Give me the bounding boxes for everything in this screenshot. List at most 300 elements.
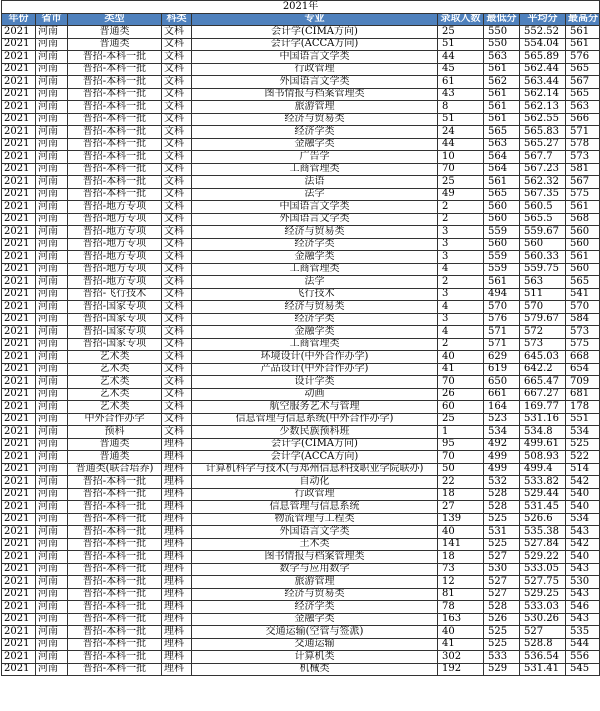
cell-min-score: 619 <box>484 363 520 376</box>
cell-year: 2021 <box>2 376 36 389</box>
cell-admitted: 26 <box>438 388 484 401</box>
cell-province: 河南 <box>36 488 68 501</box>
cell-subject: 文科 <box>162 213 192 226</box>
cell-type: 普招-本科一批 <box>68 638 162 651</box>
cell-province: 河南 <box>36 663 68 676</box>
cell-subject: 理科 <box>162 476 192 489</box>
cell-admitted: 4 <box>438 326 484 339</box>
cell-province: 河南 <box>36 576 68 589</box>
cell-type: 中外合作办学 <box>68 413 162 426</box>
cell-major: 土木类 <box>192 538 438 551</box>
cell-subject: 文科 <box>162 363 192 376</box>
table-row <box>2 151 600 164</box>
cell-min-score: 564 <box>484 163 520 176</box>
cell-type: 普招-本科一批 <box>68 663 162 676</box>
cell-admitted: 45 <box>438 63 484 76</box>
cell-admitted: 2 <box>438 213 484 226</box>
cell-type: 预科 <box>68 426 162 439</box>
cell-min-score: 550 <box>484 38 520 51</box>
cell-admitted: 10 <box>438 151 484 164</box>
cell-max-score: 654 <box>566 363 600 376</box>
cell-major: 少数民族预科班 <box>192 426 438 439</box>
cell-year: 2021 <box>2 501 36 514</box>
cell-min-score: 532 <box>484 476 520 489</box>
cell-year: 2021 <box>2 226 36 239</box>
admission-score-table <box>1 0 600 676</box>
cell-avg-score: 645.03 <box>520 351 566 364</box>
cell-max-score: 565 <box>566 276 600 289</box>
cell-type: 普招-本科一批 <box>68 188 162 201</box>
cell-subject: 文科 <box>162 38 192 51</box>
cell-year: 2021 <box>2 488 36 501</box>
cell-min-score: 561 <box>484 113 520 126</box>
table-row <box>2 163 600 176</box>
cell-province: 河南 <box>36 51 68 64</box>
cell-subject: 文科 <box>162 101 192 114</box>
cell-admitted: 3 <box>438 226 484 239</box>
cell-admitted: 44 <box>438 138 484 151</box>
cell-admitted: 3 <box>438 238 484 251</box>
cell-major: 经济学类 <box>192 313 438 326</box>
cell-subject: 文科 <box>162 288 192 301</box>
cell-province: 河南 <box>36 288 68 301</box>
cell-avg-score: 570 <box>520 301 566 314</box>
cell-subject: 理科 <box>162 551 192 564</box>
table-row <box>2 126 600 139</box>
table-body <box>2 26 600 676</box>
cell-province: 河南 <box>36 263 68 276</box>
cell-year: 2021 <box>2 538 36 551</box>
cell-province: 河南 <box>36 326 68 339</box>
cell-type: 普招-本科一批 <box>68 551 162 564</box>
cell-min-score: 561 <box>484 88 520 101</box>
cell-type: 普招-本科一批 <box>68 626 162 639</box>
cell-min-score: 533 <box>484 651 520 664</box>
cell-subject: 文科 <box>162 76 192 89</box>
cell-min-score: 560 <box>484 213 520 226</box>
cell-avg-score: 529.25 <box>520 588 566 601</box>
cell-major: 金融学类 <box>192 326 438 339</box>
cell-max-score: 565 <box>566 88 600 101</box>
cell-admitted: 51 <box>438 113 484 126</box>
cell-min-score: 629 <box>484 351 520 364</box>
cell-subject: 文科 <box>162 351 192 364</box>
table-row <box>2 376 600 389</box>
cell-subject: 理科 <box>162 513 192 526</box>
cell-year: 2021 <box>2 401 36 414</box>
table-row <box>2 113 600 126</box>
cell-type: 普招-本科一批 <box>68 101 162 114</box>
cell-province: 河南 <box>36 276 68 289</box>
table-row <box>2 338 600 351</box>
cell-province: 河南 <box>36 338 68 351</box>
cell-max-score: 567 <box>566 76 600 89</box>
cell-major: 工商管理类 <box>192 163 438 176</box>
table-row <box>2 426 600 439</box>
cell-max-score: 543 <box>566 588 600 601</box>
cell-type: 普招-本科一批 <box>68 501 162 514</box>
table-row <box>2 463 600 476</box>
cell-major: 动画 <box>192 388 438 401</box>
cell-avg-score: 531.45 <box>520 501 566 514</box>
cell-avg-score: 559.75 <box>520 263 566 276</box>
cell-min-score: 499 <box>484 463 520 476</box>
cell-province: 河南 <box>36 626 68 639</box>
cell-year: 2021 <box>2 51 36 64</box>
cell-year: 2021 <box>2 551 36 564</box>
cell-admitted: 60 <box>438 401 484 414</box>
cell-min-score: 560 <box>484 201 520 214</box>
cell-province: 河南 <box>36 213 68 226</box>
cell-major: 经济与贸易类 <box>192 588 438 601</box>
cell-major: 金融学类 <box>192 613 438 626</box>
cell-avg-score: 511 <box>520 288 566 301</box>
cell-min-score: 559 <box>484 263 520 276</box>
table-row <box>2 313 600 326</box>
cell-min-score: 531 <box>484 526 520 539</box>
cell-avg-score: 508.93 <box>520 451 566 464</box>
cell-admitted: 25 <box>438 413 484 426</box>
cell-subject: 理科 <box>162 613 192 626</box>
cell-province: 河南 <box>36 638 68 651</box>
cell-max-score: 573 <box>566 151 600 164</box>
cell-province: 河南 <box>36 138 68 151</box>
cell-year: 2021 <box>2 563 36 576</box>
cell-min-score: 571 <box>484 338 520 351</box>
cell-max-score: 551 <box>566 413 600 426</box>
cell-admitted: 70 <box>438 163 484 176</box>
cell-max-score: 534 <box>566 513 600 526</box>
cell-province: 河南 <box>36 538 68 551</box>
cell-admitted: 3 <box>438 251 484 264</box>
cell-avg-score: 562.14 <box>520 88 566 101</box>
cell-min-score: 492 <box>484 438 520 451</box>
cell-min-score: 525 <box>484 538 520 551</box>
cell-max-score: 561 <box>566 201 600 214</box>
cell-min-score: 528 <box>484 488 520 501</box>
table-row <box>2 638 600 651</box>
cell-max-score: 575 <box>566 338 600 351</box>
cell-type: 普通类 <box>68 26 162 39</box>
cell-subject: 理科 <box>162 638 192 651</box>
cell-year: 2021 <box>2 651 36 664</box>
cell-min-score: 565 <box>484 126 520 139</box>
cell-major: 法学 <box>192 276 438 289</box>
cell-year: 2021 <box>2 588 36 601</box>
cell-min-score: 499 <box>484 451 520 464</box>
cell-province: 河南 <box>36 226 68 239</box>
table-title-row <box>2 1 600 14</box>
cell-type: 普招-本科一批 <box>68 613 162 626</box>
cell-year: 2021 <box>2 213 36 226</box>
cell-avg-score: 665.47 <box>520 376 566 389</box>
cell-type: 普招-本科一批 <box>68 651 162 664</box>
cell-type: 普招-国家专项 <box>68 301 162 314</box>
cell-max-score: 575 <box>566 188 600 201</box>
table-row <box>2 176 600 189</box>
cell-max-score: 525 <box>566 438 600 451</box>
cell-major: 环境设计(中外合作办学) <box>192 351 438 364</box>
cell-type: 普招-本科一批 <box>68 576 162 589</box>
table-row <box>2 188 600 201</box>
cell-year: 2021 <box>2 251 36 264</box>
cell-year: 2021 <box>2 26 36 39</box>
cell-subject: 理科 <box>162 463 192 476</box>
cell-avg-score: 529.22 <box>520 551 566 564</box>
cell-major: 计算机科学与技术(与郑州信息科技职业学院联办) <box>192 463 438 476</box>
cell-year: 2021 <box>2 176 36 189</box>
cell-avg-score: 527.84 <box>520 538 566 551</box>
cell-max-score: 530 <box>566 576 600 589</box>
cell-year: 2021 <box>2 388 36 401</box>
cell-avg-score: 565.83 <box>520 126 566 139</box>
cell-max-score: 573 <box>566 326 600 339</box>
cell-min-score: 523 <box>484 413 520 426</box>
cell-type: 普招-本科一批 <box>68 76 162 89</box>
cell-province: 河南 <box>36 513 68 526</box>
cell-admitted: 49 <box>438 188 484 201</box>
cell-min-score: 661 <box>484 388 520 401</box>
cell-admitted: 61 <box>438 76 484 89</box>
cell-min-score: 550 <box>484 26 520 39</box>
cell-major: 法语 <box>192 176 438 189</box>
cell-type: 普招-国家专项 <box>68 313 162 326</box>
table-header-row <box>2 13 600 26</box>
table-row <box>2 226 600 239</box>
cell-subject: 理科 <box>162 438 192 451</box>
cell-year: 2021 <box>2 138 36 151</box>
cell-min-score: 534 <box>484 426 520 439</box>
cell-year: 2021 <box>2 263 36 276</box>
cell-year: 2021 <box>2 276 36 289</box>
cell-province: 河南 <box>36 376 68 389</box>
cell-avg-score: 529.44 <box>520 488 566 501</box>
cell-max-score: 540 <box>566 551 600 564</box>
cell-major: 设计学类 <box>192 376 438 389</box>
cell-province: 河南 <box>36 388 68 401</box>
table-row <box>2 326 600 339</box>
cell-max-score: 514 <box>566 463 600 476</box>
cell-subject: 理科 <box>162 501 192 514</box>
cell-max-score: 578 <box>566 138 600 151</box>
cell-province: 河南 <box>36 351 68 364</box>
cell-max-score: 565 <box>566 63 600 76</box>
cell-admitted: 4 <box>438 263 484 276</box>
cell-min-score: 525 <box>484 638 520 651</box>
cell-subject: 文科 <box>162 376 192 389</box>
cell-year: 2021 <box>2 663 36 676</box>
cell-major: 法学 <box>192 188 438 201</box>
cell-admitted: 18 <box>438 551 484 564</box>
cell-admitted: 25 <box>438 176 484 189</box>
cell-major: 中国语言文学类 <box>192 51 438 64</box>
table-row <box>2 351 600 364</box>
cell-min-score: 561 <box>484 63 520 76</box>
cell-admitted: 43 <box>438 88 484 101</box>
cell-admitted: 73 <box>438 563 484 576</box>
cell-major: 广告学 <box>192 151 438 164</box>
table-row <box>2 576 600 589</box>
cell-type: 普招-本科一批 <box>68 588 162 601</box>
cell-year: 2021 <box>2 326 36 339</box>
cell-avg-score: 562.44 <box>520 63 566 76</box>
table-row <box>2 238 600 251</box>
cell-avg-score: 642.2 <box>520 363 566 376</box>
cell-major: 计算机类 <box>192 651 438 664</box>
cell-major: 交通运输 <box>192 638 438 651</box>
cell-avg-score: 567.23 <box>520 163 566 176</box>
cell-province: 河南 <box>36 401 68 414</box>
cell-avg-score: 565.89 <box>520 51 566 64</box>
cell-avg-score: 579.67 <box>520 313 566 326</box>
header-type: 类型 <box>68 13 162 26</box>
cell-admitted: 2 <box>438 338 484 351</box>
table-row <box>2 451 600 464</box>
cell-year: 2021 <box>2 238 36 251</box>
cell-major: 机械类 <box>192 663 438 676</box>
cell-type: 普招-地方专项 <box>68 238 162 251</box>
cell-province: 河南 <box>36 313 68 326</box>
cell-subject: 文科 <box>162 176 192 189</box>
cell-major: 数学与应用数学 <box>192 563 438 576</box>
cell-min-score: 527 <box>484 576 520 589</box>
cell-major: 经济学类 <box>192 601 438 614</box>
cell-province: 河南 <box>36 413 68 426</box>
cell-major: 工商管理类 <box>192 263 438 276</box>
cell-max-score: 561 <box>566 26 600 39</box>
cell-avg-score: 667.27 <box>520 388 566 401</box>
cell-major: 工商管理类 <box>192 338 438 351</box>
cell-major: 金融学类 <box>192 138 438 151</box>
table-row <box>2 476 600 489</box>
cell-year: 2021 <box>2 126 36 139</box>
cell-major: 经济与贸易类 <box>192 301 438 314</box>
cell-subject: 文科 <box>162 138 192 151</box>
cell-avg-score: 526.6 <box>520 513 566 526</box>
cell-subject: 文科 <box>162 151 192 164</box>
cell-subject: 理科 <box>162 601 192 614</box>
cell-max-score: 545 <box>566 663 600 676</box>
cell-min-score: 564 <box>484 151 520 164</box>
table-row <box>2 563 600 576</box>
header-max-score: 最高分 <box>566 13 600 26</box>
cell-major: 会计学(ACCA方向) <box>192 451 438 464</box>
cell-year: 2021 <box>2 613 36 626</box>
cell-type: 普招-飞行技术 <box>68 288 162 301</box>
cell-year: 2021 <box>2 413 36 426</box>
cell-major: 物流管理与工程类 <box>192 513 438 526</box>
cell-type: 普招-地方专项 <box>68 226 162 239</box>
cell-admitted: 81 <box>438 588 484 601</box>
table-row <box>2 101 600 114</box>
cell-max-score: 709 <box>566 376 600 389</box>
cell-type: 普招-地方专项 <box>68 201 162 214</box>
cell-major: 经济学类 <box>192 126 438 139</box>
cell-province: 河南 <box>36 176 68 189</box>
cell-subject: 理科 <box>162 663 192 676</box>
cell-type: 普招-本科一批 <box>68 151 162 164</box>
cell-type: 普通类 <box>68 451 162 464</box>
cell-year: 2021 <box>2 338 36 351</box>
cell-major: 航空服务艺术与管理 <box>192 401 438 414</box>
cell-max-score: 543 <box>566 613 600 626</box>
cell-min-score: 571 <box>484 326 520 339</box>
cell-major: 金融学类 <box>192 251 438 264</box>
table-row <box>2 413 600 426</box>
cell-major: 会计学(CIMA方向) <box>192 438 438 451</box>
table-row <box>2 263 600 276</box>
cell-year: 2021 <box>2 526 36 539</box>
cell-admitted: 192 <box>438 663 484 676</box>
header-province: 省市 <box>36 13 68 26</box>
cell-year: 2021 <box>2 438 36 451</box>
cell-admitted: 22 <box>438 476 484 489</box>
table-row <box>2 626 600 639</box>
cell-province: 河南 <box>36 451 68 464</box>
table-row <box>2 513 600 526</box>
cell-province: 河南 <box>36 26 68 39</box>
cell-avg-score: 531.41 <box>520 663 566 676</box>
cell-admitted: 12 <box>438 576 484 589</box>
cell-avg-score: 559.67 <box>520 226 566 239</box>
cell-major: 信息管理与信息系统 <box>192 501 438 514</box>
cell-type: 普通类 <box>68 438 162 451</box>
cell-min-score: 526 <box>484 613 520 626</box>
cell-type: 普招-本科一批 <box>68 563 162 576</box>
cell-min-score: 562 <box>484 76 520 89</box>
header-avg-score: 平均分 <box>520 13 566 26</box>
cell-avg-score: 531.16 <box>520 413 566 426</box>
cell-type: 普招-本科一批 <box>68 513 162 526</box>
cell-admitted: 3 <box>438 313 484 326</box>
cell-avg-score: 527 <box>520 626 566 639</box>
cell-avg-score: 562.13 <box>520 101 566 114</box>
cell-min-score: 530 <box>484 563 520 576</box>
cell-year: 2021 <box>2 88 36 101</box>
cell-max-score: 566 <box>566 113 600 126</box>
cell-subject: 文科 <box>162 201 192 214</box>
cell-max-score: 534 <box>566 426 600 439</box>
cell-major: 图书情报与档案管理类 <box>192 551 438 564</box>
cell-major: 信息管理与信息系统(中外合作办学) <box>192 413 438 426</box>
cell-max-score: 542 <box>566 538 600 551</box>
cell-province: 河南 <box>36 463 68 476</box>
cell-year: 2021 <box>2 351 36 364</box>
table-row <box>2 601 600 614</box>
cell-type: 普招-本科一批 <box>68 88 162 101</box>
cell-type: 普招-本科一批 <box>68 113 162 126</box>
cell-type: 普招-地方专项 <box>68 263 162 276</box>
cell-major: 飞行技术 <box>192 288 438 301</box>
cell-admitted: 141 <box>438 538 484 551</box>
cell-avg-score: 560.5 <box>520 201 566 214</box>
cell-avg-score: 527.75 <box>520 576 566 589</box>
cell-subject: 文科 <box>162 226 192 239</box>
cell-type: 普招-本科一批 <box>68 126 162 139</box>
cell-avg-score: 499.61 <box>520 438 566 451</box>
cell-year: 2021 <box>2 288 36 301</box>
cell-max-score: 668 <box>566 351 600 364</box>
cell-year: 2021 <box>2 576 36 589</box>
cell-max-score: 561 <box>566 251 600 264</box>
cell-subject: 文科 <box>162 238 192 251</box>
cell-province: 河南 <box>36 101 68 114</box>
cell-province: 河南 <box>36 151 68 164</box>
cell-year: 2021 <box>2 76 36 89</box>
table-row <box>2 588 600 601</box>
cell-avg-score: 567.35 <box>520 188 566 201</box>
cell-province: 河南 <box>36 363 68 376</box>
